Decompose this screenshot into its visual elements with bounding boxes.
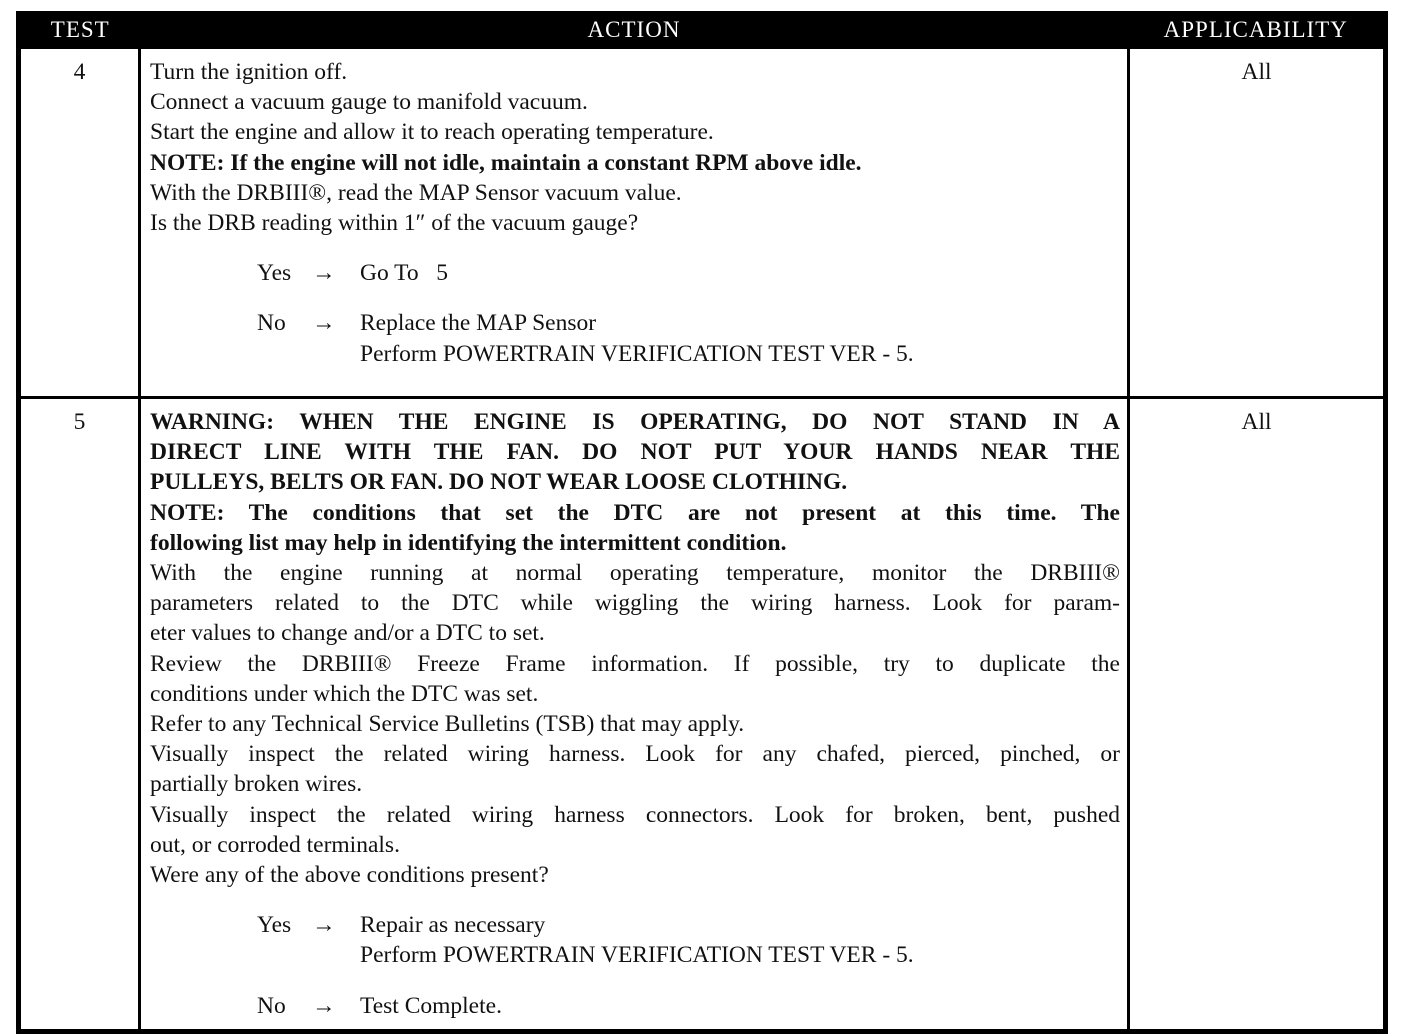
header-applicability: APPLICABILITY xyxy=(1129,11,1386,49)
yes-branch xyxy=(257,258,1120,288)
arrow-right-icon: → xyxy=(312,260,336,287)
action-step: Refer to any Technical Service Bulletins (TSB) that may apply. xyxy=(150,711,745,738)
yes-label: Yes xyxy=(257,260,292,287)
action-step: conditions under which the DTC was set. xyxy=(150,680,539,707)
action-step: Connect a vacuum gauge to manifold vacuum. xyxy=(150,89,588,116)
no-label: No xyxy=(257,992,286,1019)
yes-branch xyxy=(257,910,1120,970)
warning-text: DIRECT LINE WITH THE FAN. DO NOT PUT YOUR HANDS NEAR THE xyxy=(150,439,1120,466)
action-step: Visually inspect the related wiring harness. Look for any chafed, pierced, pinched, or xyxy=(150,741,1120,768)
no-branch xyxy=(257,308,1120,368)
header-action: ACTION xyxy=(140,11,1129,49)
no-branch xyxy=(257,991,1120,1021)
diagnostic-test-table xyxy=(16,11,1388,1034)
action-step: Review the DRBIII® Freeze Frame information. If possible, try to duplicate the xyxy=(150,650,1120,677)
test-number: 4 xyxy=(19,49,140,398)
warning-text: WARNING: WHEN THE ENGINE IS OPERATING, DO NOT STAND IN A xyxy=(150,409,1120,435)
yes-result: Repair as necessary xyxy=(360,912,546,939)
action-step: out, or corroded terminals. xyxy=(150,831,400,858)
action-step: Start the engine and allow it to reach operating temperature. xyxy=(150,119,714,146)
table-header-row xyxy=(19,11,1386,49)
applicability-value: All xyxy=(1129,49,1386,398)
arrow-right-icon: → xyxy=(312,992,336,1019)
no-result: Perform POWERTRAIN VERIFICATION TEST VER - 5. xyxy=(360,340,914,367)
question-text: Is the DRB reading within 1″ of the vacuum gauge? xyxy=(150,210,639,237)
applicability-value: All xyxy=(1241,409,1272,435)
warning-text: PULLEYS, BELTS OR FAN. DO NOT WEAR LOOSE CLOTHING. xyxy=(150,469,848,496)
question-text: Were any of the above conditions present? xyxy=(150,862,549,889)
arrow-right-icon: → xyxy=(312,912,336,939)
table-row xyxy=(19,49,1386,398)
yes-result: Go To 5 xyxy=(360,260,449,287)
action-step: Turn the ignition off. xyxy=(150,59,348,85)
action-step: With the DRBIII®, read the MAP Sensor vacuum value. xyxy=(150,179,682,206)
yes-label: Yes xyxy=(257,912,292,939)
header-test: TEST xyxy=(19,11,140,49)
table-row xyxy=(19,398,1386,1032)
arrow-right-icon: → xyxy=(312,310,336,337)
action-step: partially broken wires. xyxy=(150,771,363,798)
action-step: parameters related to the DTC while wiggling the wiring harness. Look for param- xyxy=(150,590,1120,617)
no-result: Replace the MAP Sensor xyxy=(360,310,597,337)
action-cell xyxy=(140,398,1129,1032)
action-step: Visually inspect the related wiring harness connectors. Look for broken, bent, pushed xyxy=(150,801,1120,828)
action-step: With the engine running at normal operating temperature, monitor the DRBIII® xyxy=(150,560,1120,587)
no-result: Test Complete. xyxy=(360,992,502,1019)
action-cell xyxy=(140,49,1129,398)
note-text: following list may help in identifying the intermittent condition. xyxy=(150,529,787,556)
test-number: 5 xyxy=(73,409,86,435)
note-text: NOTE: If the engine will not idle, maintain a constant RPM above idle. xyxy=(150,149,862,176)
note-text: NOTE: The conditions that set the DTC are not present at this time. The xyxy=(150,499,1120,526)
yes-result: Perform POWERTRAIN VERIFICATION TEST VER - 5. xyxy=(360,942,914,969)
action-step: eter values to change and/or a DTC to set. xyxy=(150,620,545,647)
no-label: No xyxy=(257,310,286,337)
